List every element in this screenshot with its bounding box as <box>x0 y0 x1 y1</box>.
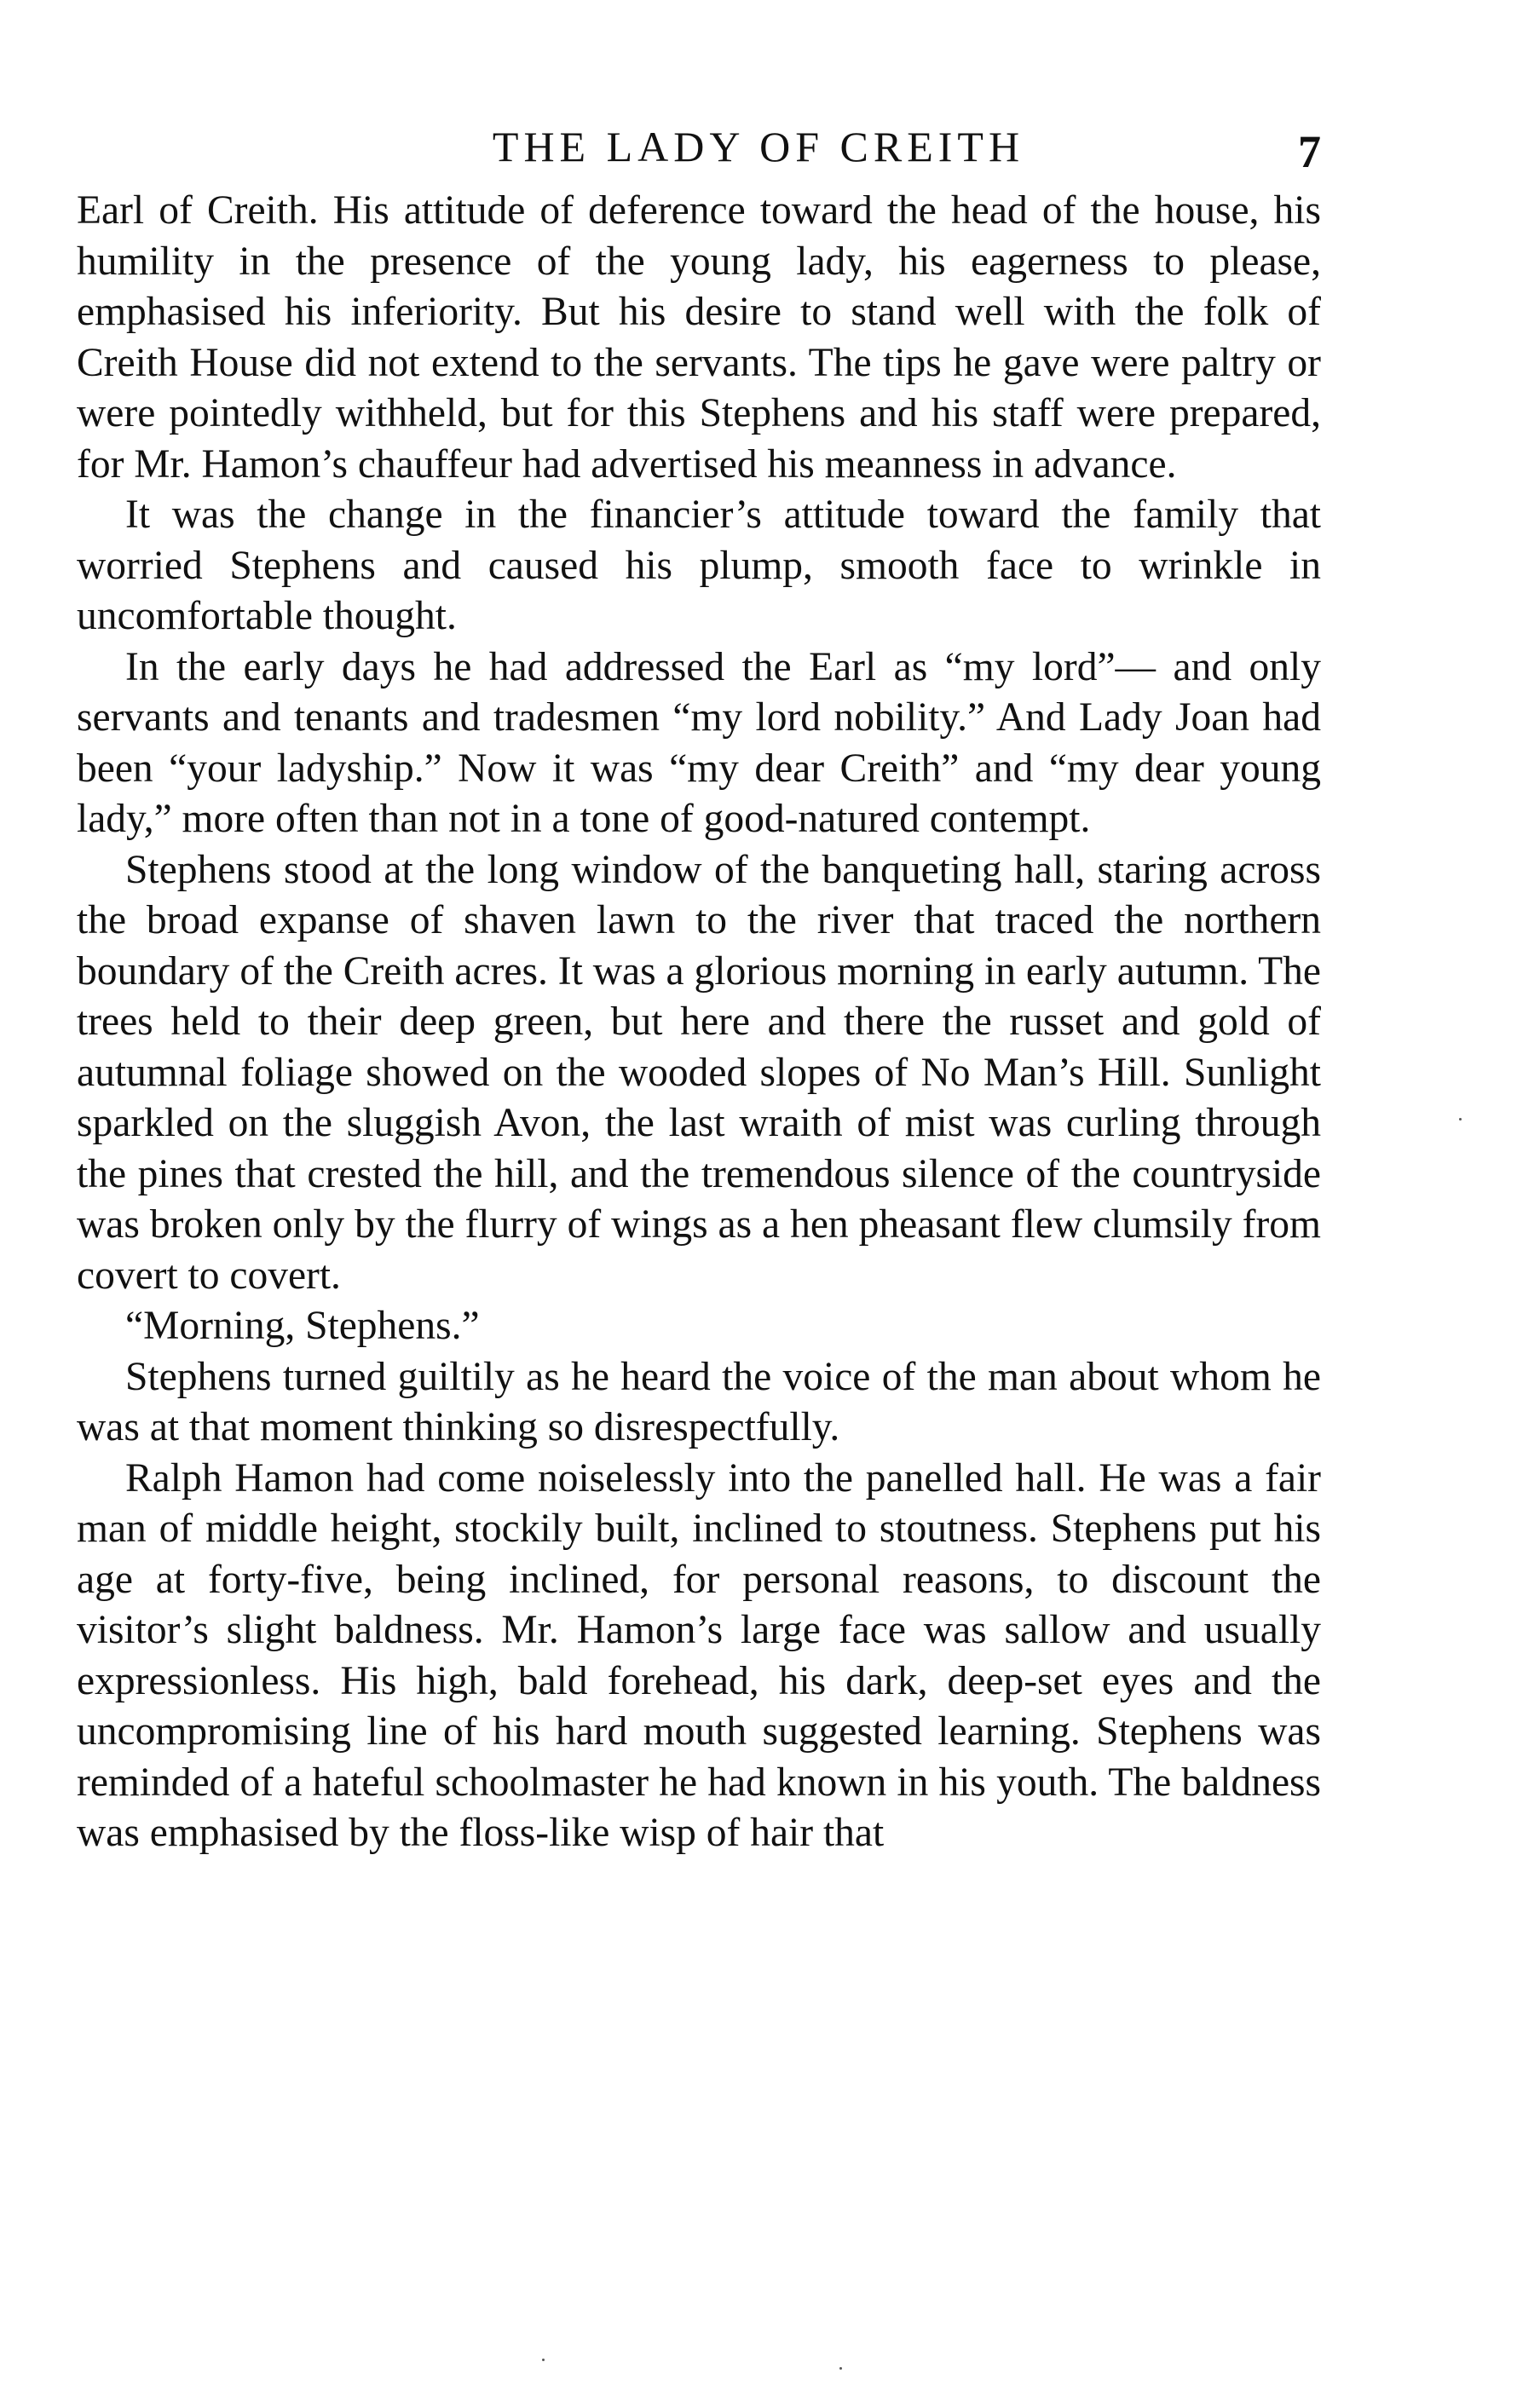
paper-speck <box>542 2359 545 2361</box>
paragraph: “Morning, Stephens.” <box>125 1304 480 1348</box>
book-page <box>77 119 1321 1859</box>
paragraph: In the early days he had addressed the Earl as “my lord”— and only servants and tenants and tradesmen “my lord nobility.” And Lady Joan had been “your ladyship.” Now it was “my dear Creith” and “my dear young lady,” more often than not in a tone of good-natured contempt. <box>77 644 1321 841</box>
paper-speck <box>839 2367 842 2370</box>
paper-speck <box>1459 1118 1462 1120</box>
running-title: THE LADY OF CREITH <box>492 123 1025 170</box>
paragraph: Stephens stood at the long window of the banqueting hall, staring across the broad expanse of shaven lawn to the river that traced the northern boundary of the Creith acres. It was a glorious morning in early autumn. The trees held to their deep green, but here and there the russet and gold of autumnal foliage showed on the wooded slopes of No Man’s Hill. Sunlight sparkled on the sluggish Avon, the last wraith of mist was curling through the pines that crested the hill, and the tremendous silence of the countryside was broken only by the flurry of wings as a hen pheasant flew clumsily from covert to covert. <box>77 847 1321 1298</box>
page-number: 7 <box>1298 126 1321 177</box>
paragraph: Ralph Hamon had come noiselessly into the panelled hall. He was a fair man of middle height, stockily built, inclined to stoutness. Stephens put his age at forty-five, being inclined, for personal reasons, to discount the visitor’s slight baldness. Mr. Hamon’s large face was sallow and usually expressionless. His high, bald forehead, his dark, deep-set eyes and the uncompromising line of his hard mouth suggested learning. Stephens was reminded of a hateful schoolmaster he had known in his youth. The baldness was emphasised by the floss-like wisp of hair that <box>77 1455 1321 1855</box>
paragraph: Earl of Creith. His attitude of deference toward the head of the house, his humility in the presence of the young lady, his eagerness to please, emphasised his inferiority. But his desire to stand well with the folk of Creith House did not extend to the servants. The tips he gave were paltry or were pointedly withheld, but for this Stephens and his staff were prepared, for Mr. Hamon’s chauffeur had advertised his meanness in advance. <box>77 188 1321 487</box>
paragraph: Stephens turned guiltily as he heard the voice of the man about whom he was at that moment thinking so disrespectfully. <box>77 1354 1321 1449</box>
paragraph: It was the change in the financier’s attitude toward the family that worried Stephens and caused his plump, smooth face to wrinkle in uncomfortable thought. <box>77 493 1321 638</box>
page-header <box>77 119 1321 177</box>
body-text <box>77 186 1321 1859</box>
